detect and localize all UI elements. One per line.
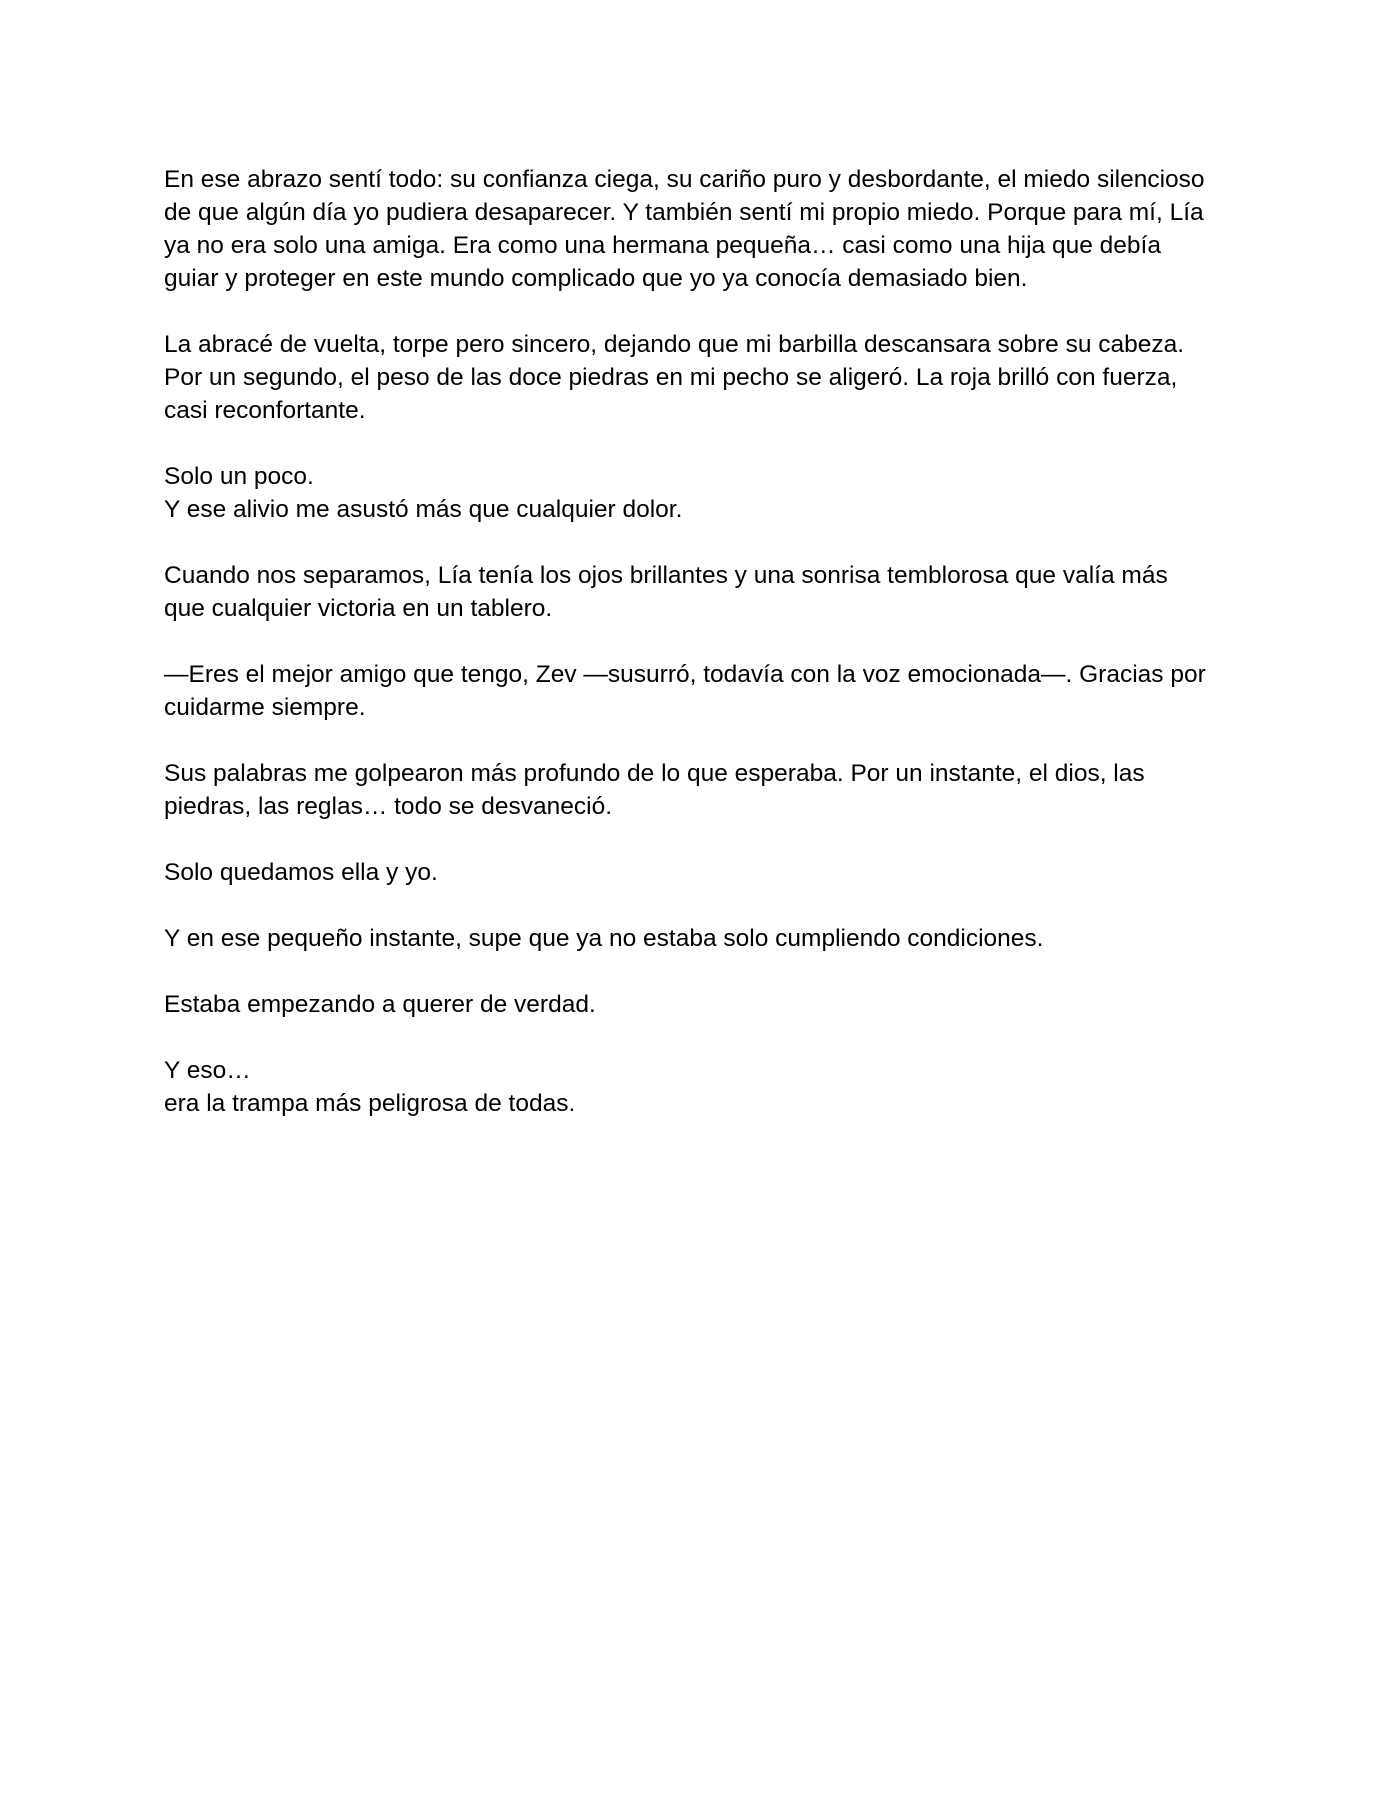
paragraph-6 — [164, 757, 1244, 823]
paragraph-7 — [164, 856, 1244, 889]
text-line: Estaba empezando a querer de verdad. — [164, 991, 596, 1018]
text-line: casi reconfortante. — [164, 397, 366, 424]
paragraph-9 — [164, 988, 1244, 1021]
text-line: Y ese alivio me asustó más que cualquier dolor. — [164, 496, 683, 523]
paragraph-8 — [164, 922, 1244, 955]
text-line: piedras, las reglas… todo se desvaneció. — [164, 793, 613, 820]
text-line: Y eso… — [164, 1057, 251, 1084]
paragraph-10 — [164, 1054, 1244, 1120]
text-line: era la trampa más peligrosa de todas. — [164, 1090, 576, 1117]
text-line: cuidarme siempre. — [164, 694, 366, 721]
text-line: de que algún día yo pudiera desaparecer. Y también sentí mi propio miedo. Porque para mí, Lía — [164, 199, 1204, 226]
text-line: Y en ese pequeño instante, supe que ya no estaba solo cumpliendo condiciones. — [164, 925, 1044, 952]
text-line: —Eres el mejor amigo que tengo, Zev —susurró, todavía con la voz emocionada—. Gracias por — [164, 661, 1206, 688]
text-line: Cuando nos separamos, Lía tenía los ojos brillantes y una sonrisa temblorosa que valía más — [164, 562, 1168, 589]
text-line: En ese abrazo sentí todo: su confianza ciega, su cariño puro y desbordante, el miedo silencioso — [164, 166, 1205, 193]
paragraph-4 — [164, 559, 1244, 625]
text-line: ya no era solo una amiga. Era como una hermana pequeña… casi como una hija que debía — [164, 232, 1161, 259]
text-line: La abracé de vuelta, torpe pero sincero, dejando que mi barbilla descansara sobre su cabeza. — [164, 331, 1185, 358]
paragraph-2 — [164, 328, 1244, 427]
text-line: Solo un poco. — [164, 463, 314, 490]
paragraph-5 — [164, 658, 1244, 724]
text-line: Sus palabras me golpearon más profundo de lo que esperaba. Por un instante, el dios, las — [164, 760, 1145, 787]
paragraph-3 — [164, 460, 1244, 526]
document-body — [164, 163, 1244, 1120]
paragraph-1 — [164, 163, 1244, 295]
text-line: Solo quedamos ella y yo. — [164, 859, 438, 886]
text-line: Por un segundo, el peso de las doce piedras en mi pecho se aligeró. La roja brilló con fuerza, — [164, 364, 1178, 391]
text-line: que cualquier victoria en un tablero. — [164, 595, 553, 622]
text-line: guiar y proteger en este mundo complicado que yo ya conocía demasiado bien. — [164, 265, 1028, 292]
